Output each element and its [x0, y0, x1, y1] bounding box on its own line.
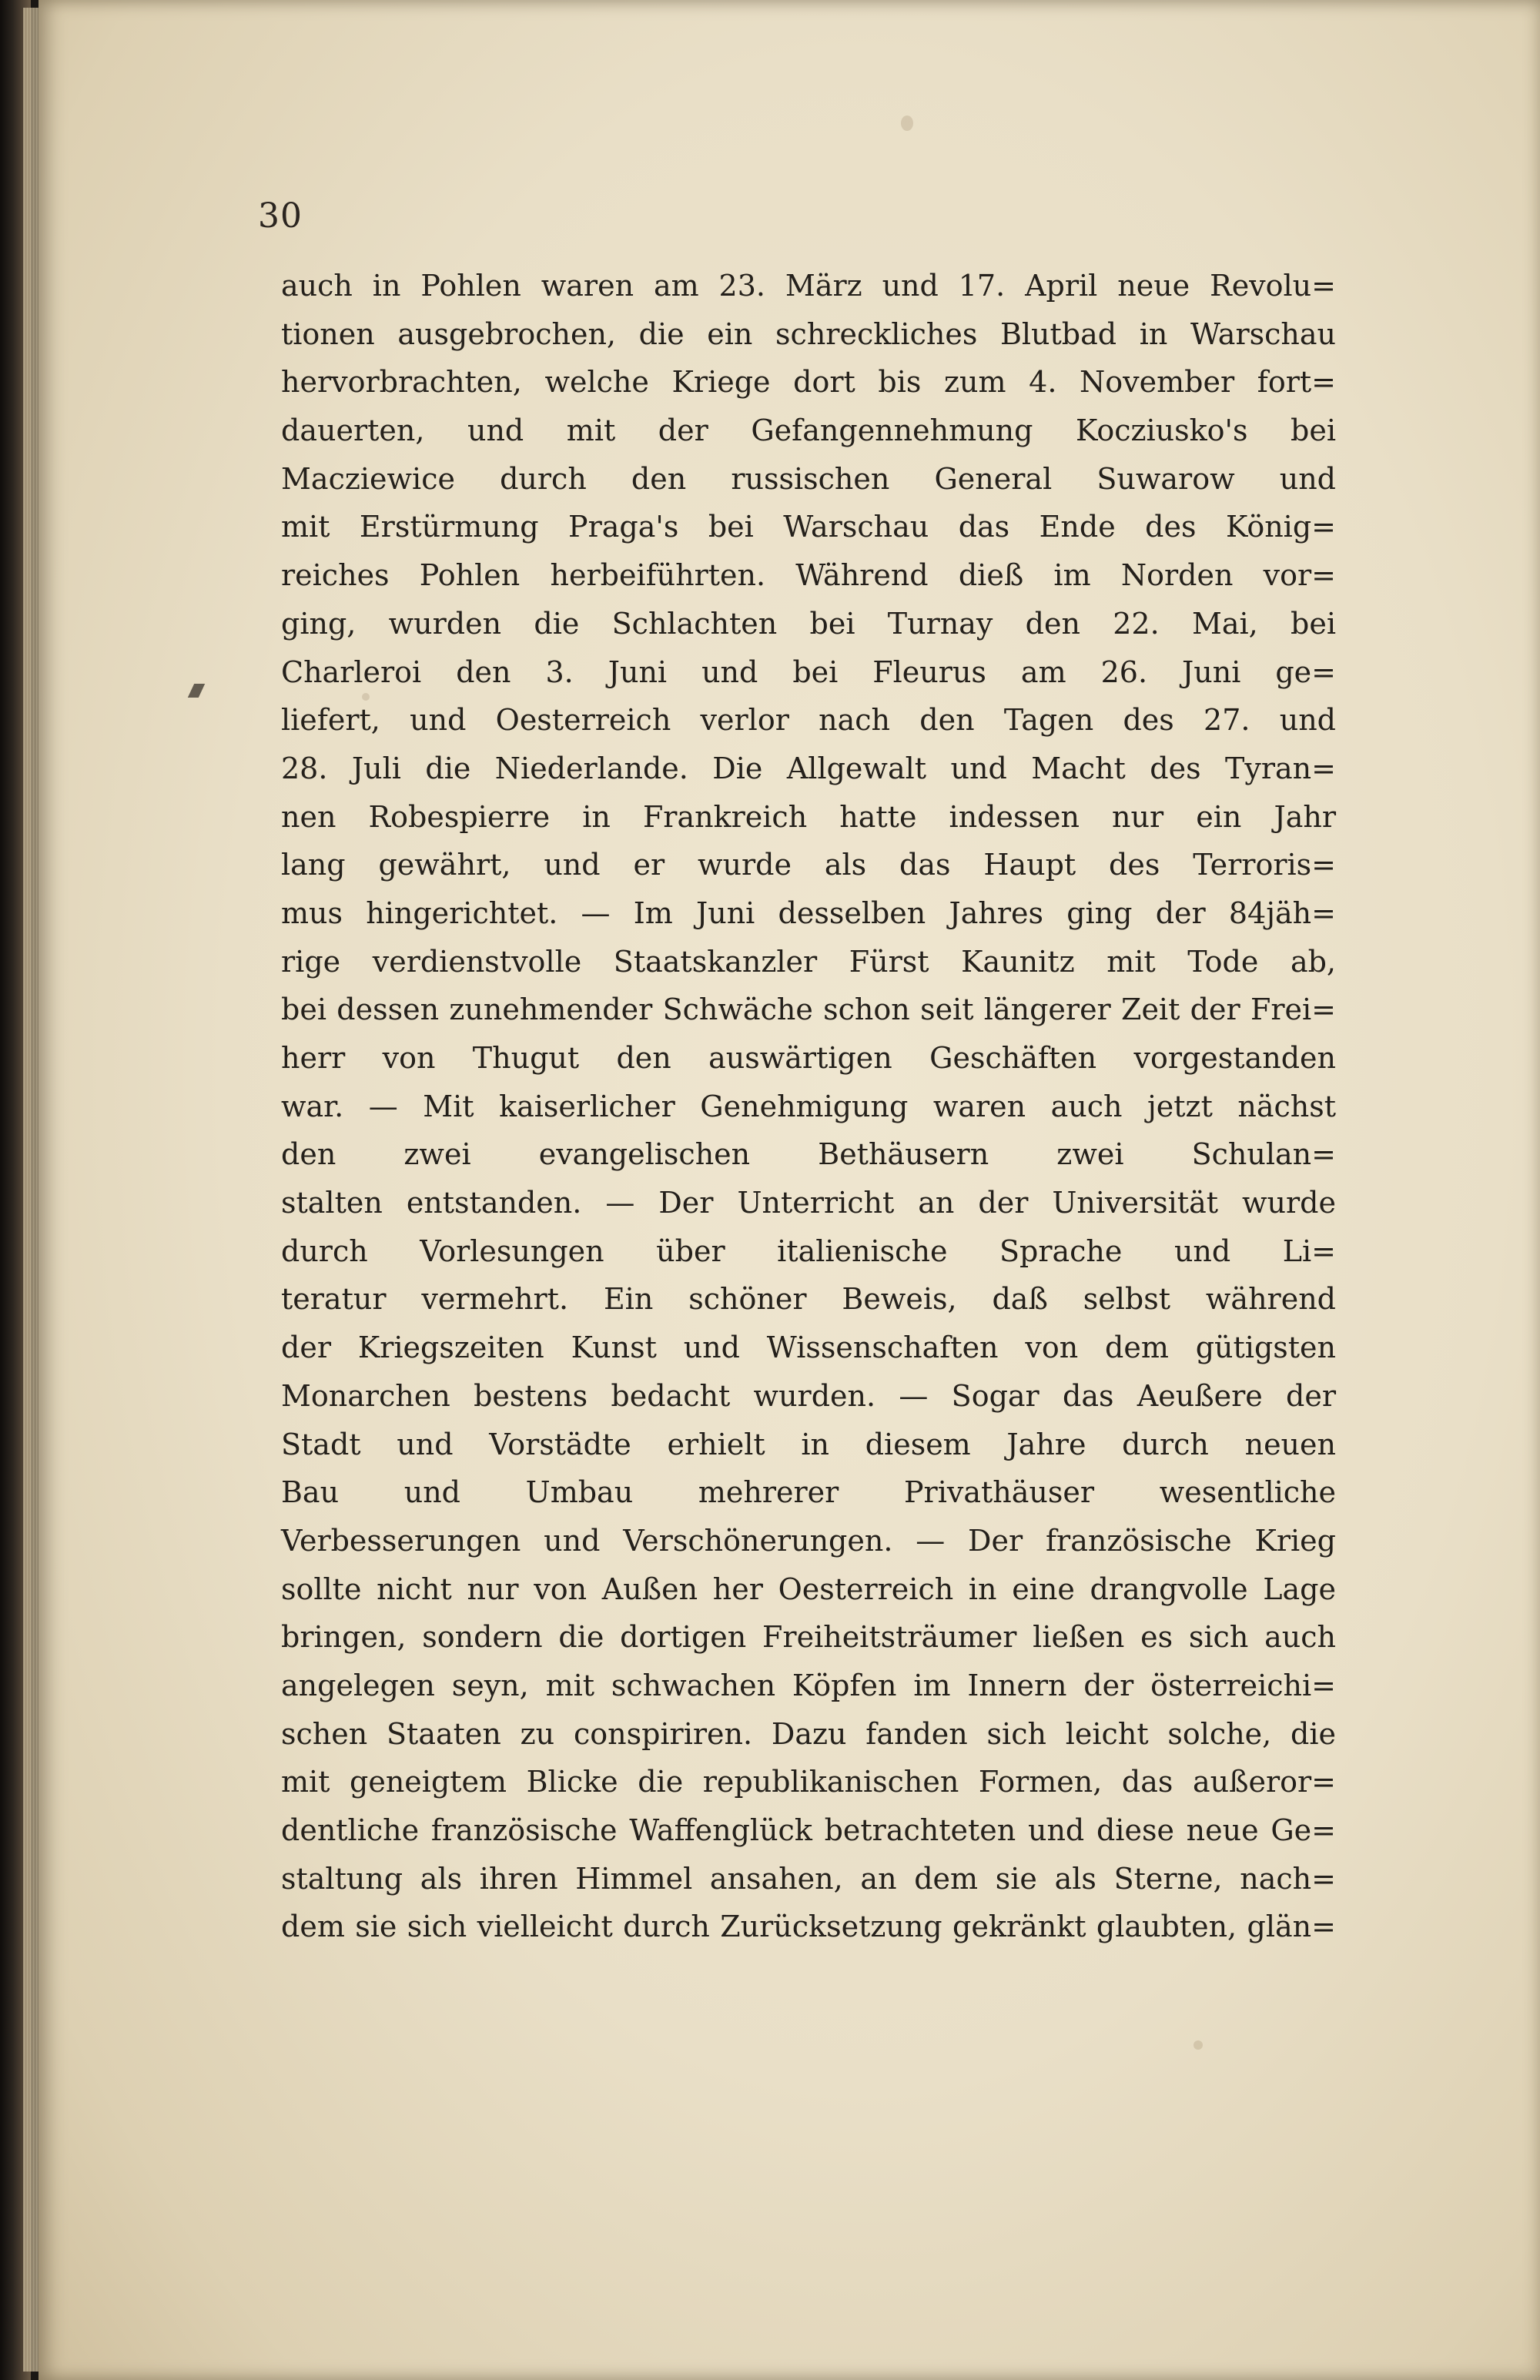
text-line: sollte nicht nur von Außen her Oesterreich in eine drangvolle Lage [281, 1572, 1336, 1606]
text-line: stalten entstanden. — Der Unterricht an der Universität wurde [281, 1186, 1336, 1220]
text-line: tionen ausgebrochen, die ein schreckliches Blutbad in Warschau [281, 316, 1336, 351]
text-line: lang gewährt, und er wurde als das Haupt des Terroris= [281, 848, 1336, 882]
text-line: 28. Juli die Niederlande. Die Allgewalt und Macht des Tyran= [281, 751, 1336, 785]
text-line: war. — Mit kaiserlicher Genehmigung waren auch jetzt nächst [281, 1089, 1336, 1123]
text-line: rige verdienstvolle Staatskanzler Fürst Kaunitz mit Tode ab, [281, 944, 1336, 979]
text-line: bringen, sondern die dortigen Freiheitsträumer ließen es sich auch [281, 1620, 1336, 1655]
text-line: angelegen seyn, mit schwachen Köpfen im Innern der österreichi= [281, 1668, 1336, 1702]
text-line: mus hingerichtet. — Im Juni desselben Jahres ging der 84jäh= [281, 895, 1336, 930]
text-line: nen Robespierre in Frankreich hatte indessen nur ein Jahr [281, 799, 1336, 834]
text-line: liefert, und Oesterreich verlor nach den Tagen des 27. und [281, 703, 1336, 738]
text-line: durch Vorlesungen über italienische Sprache und Li= [281, 1234, 1336, 1268]
text-line: den zwei evangelischen Bethäusern zwei Schulan= [281, 1137, 1336, 1172]
text-line: der Kriegszeiten Kunst und Wissenschaften von dem gütigsten [281, 1331, 1336, 1365]
paper-stain [1194, 2040, 1203, 2050]
text-line: ging, wurden die Schlachten bei Turnay den 22. Mai, bei [281, 606, 1336, 641]
page-number: 30 [258, 196, 303, 236]
text-line: dentliche französische Waffenglück betrachteten und diese neue Ge= [281, 1813, 1336, 1847]
text-line: dem sie sich vielleicht durch Zurücksetzung gekränkt glaubten, glän= [281, 1910, 1336, 1944]
text-line: hervorbrachten, welche Kriege dort bis zum 4. November fort= [281, 365, 1336, 400]
text-line: Verbesserungen und Verschönerungen. — Der französische Krieg [281, 1523, 1336, 1558]
text-line: teratur vermehrt. Ein schöner Beweis, daß selbst während [281, 1282, 1336, 1317]
text-line: Monarchen bestens bedacht wurden. — Sogar das Aeußere der [281, 1378, 1336, 1413]
text-line: herr von Thugut den auswärtigen Geschäften vorgestanden [281, 1041, 1336, 1075]
text-line: reiches Pohlen herbeiführten. Während dieß im Norden vor= [281, 558, 1336, 593]
paper-stain [901, 115, 913, 131]
text-line: auch in Pohlen waren am 23. März und 17. April neue Revolu= [281, 269, 1336, 303]
text-line: schen Staaten zu conspiriren. Dazu fanden sich leicht solche, die [281, 1716, 1336, 1751]
text-line: dauerten, und mit der Gefangennehmung Kocziusko's bei [281, 413, 1336, 448]
body-text [281, 262, 1336, 1951]
text-line: mit geneigtem Blicke die republikanischen Formen, das außeror= [281, 1765, 1336, 1799]
page-edges [23, 8, 40, 2372]
text-line: Macziewice durch den russischen General Suwarow und [281, 461, 1336, 496]
text-line: Stadt und Vorstädte erhielt in diesem Jahre durch neuen [281, 1427, 1336, 1461]
text-line: mit Erstürmung Praga's bei Warschau das Ende des König= [281, 510, 1336, 544]
text-line: Charleroi den 3. Juni und bei Fleurus am 26. Juni ge= [281, 654, 1336, 689]
text-line: bei dessen zunehmender Schwäche schon seit längerer Zeit der Frei= [281, 993, 1336, 1027]
text-line: staltung als ihren Himmel ansahen, an dem sie als Sterne, nach= [281, 1861, 1336, 1896]
text-line: Bau und Umbau mehrerer Privathäuser wesentliche [281, 1475, 1336, 1510]
